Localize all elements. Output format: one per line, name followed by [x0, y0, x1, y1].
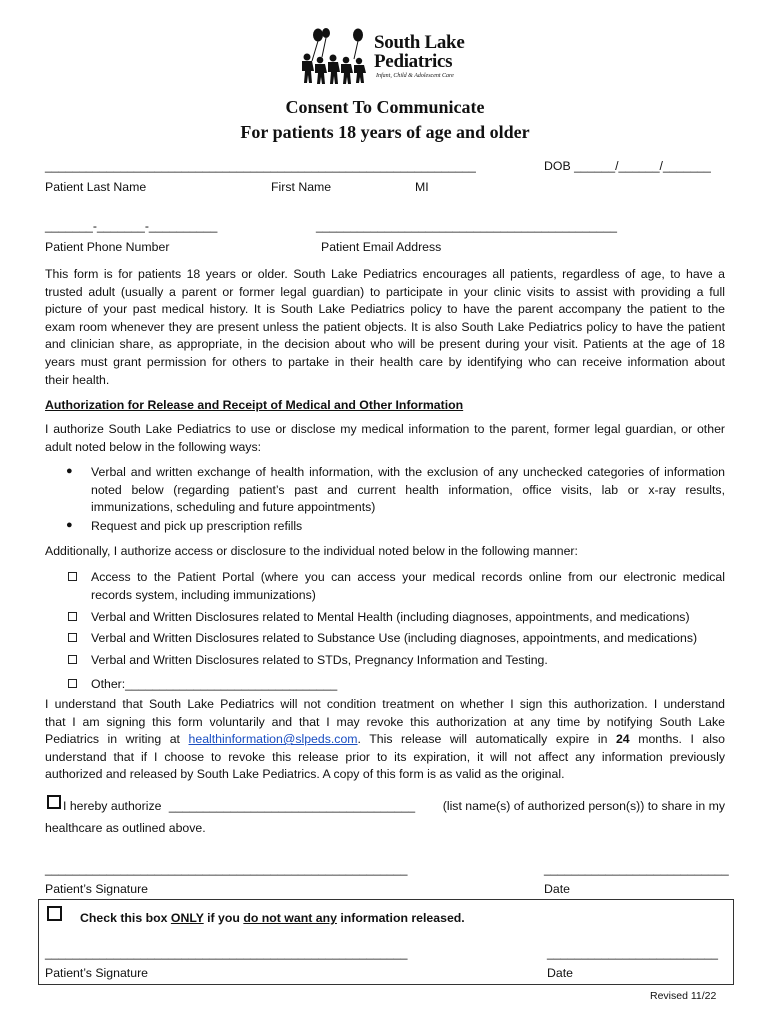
- email-line[interactable]: ____________________________________________: [316, 219, 617, 233]
- conditions-line: authorized and released by South Lake Pediatrics. A copy of this form is as valid as the original.: [45, 767, 565, 782]
- conditions-paragraph: [45, 696, 725, 784]
- option-other: [91, 676, 337, 694]
- bullet-line: noted below (regarding patient’s past and current health information, office visits, lab or x-ray results,: [91, 482, 725, 497]
- other-input-line[interactable]: _______________________________: [125, 677, 338, 691]
- option-portal: [91, 569, 725, 604]
- authorization-line: I authorize South Lake Pediatrics to use or disclose my medical information to the parent, former legal guardian, or other: [45, 422, 725, 436]
- intro-paragraph: [45, 266, 725, 389]
- intro-line: their health.: [45, 372, 110, 387]
- intro-line: trusted adult (usually a parent or former legal guardian) to participate in your clinic visits to assist with providing a full: [45, 284, 725, 299]
- conditions-line: Pediatrics in writing at healthinformation@slpeds.com. This release will automatically expire in 24 months. I also: [45, 732, 725, 747]
- optout-checkbox[interactable]: [47, 906, 62, 921]
- signature-line[interactable]: _____________________________________________________: [45, 862, 408, 876]
- intro-line: exam room whenever they are present unless the patient objects. It is also South Lake Pediatrics policy to have the patient: [45, 319, 725, 334]
- conditions-line: that I am signing this form voluntarily and that I may revoke this authorization at any time by notifying South Lake: [45, 714, 725, 729]
- bullet-line: immunizations, scheduling and future appointments): [91, 500, 376, 515]
- bullet-item-verbal-written: [91, 464, 725, 517]
- last-name-label: Patient Last Name: [45, 180, 147, 194]
- mental-health-checkbox[interactable]: [68, 612, 77, 621]
- hereby-line2: healthcare as outlined above.: [45, 821, 206, 835]
- additionally-text: Additionally, I authorize access or disclosure to the individual noted below in the following manner:: [45, 544, 578, 558]
- option-stds: Verbal and Written Disclosures related to STDs, Pregnancy Information and Testing.: [91, 653, 548, 667]
- patient-name-line[interactable]: _______________________________________________________________: [45, 159, 476, 173]
- intro-line: This form is for patients 18 years or older. South Lake Pediatrics encourages all patients, regardless of age, to have a: [45, 267, 725, 281]
- optout-signature-line[interactable]: _____________________________________________________: [45, 946, 408, 960]
- optout-date-label: Date: [547, 966, 573, 980]
- other-checkbox[interactable]: [68, 679, 77, 688]
- optout-text: Check this box ONLY if you do not want any information released.: [80, 911, 465, 925]
- bullet-line: Verbal and written exchange of health information, with the exclusion of any unchecked categories of information: [91, 465, 725, 479]
- substance-use-checkbox[interactable]: [68, 633, 77, 642]
- option-portal-line: records system, including immunizations): [91, 587, 316, 602]
- authorized-person-input[interactable]: ____________________________________: [168, 799, 416, 813]
- dob-field[interactable]: DOB ______/______/_______: [544, 159, 711, 173]
- hereby-post: (list name(s) of authorized person(s)) to share in my: [442, 799, 725, 813]
- authorization-heading: Authorization for Release and Receipt of Medical and Other Information: [45, 398, 464, 412]
- hereby-checkbox[interactable]: [47, 795, 61, 809]
- option-mental-health: Verbal and Written Disclosures related to Mental Health (including diagnoses, appointments, and medications): [91, 610, 690, 624]
- intro-line: picture of your past medical history. It is South Lake Pediatrics policy to have the parent accompany the patient to the: [45, 302, 725, 317]
- option-portal-line: Access to the Patient Portal (where you can access your medical records online from our electronic medical: [91, 570, 725, 584]
- stds-checkbox[interactable]: [68, 655, 77, 664]
- revised-date: Revised 11/22: [650, 990, 717, 1002]
- title-line2: For patients 18 years of age and older: [240, 122, 530, 142]
- intro-line: and clinician share, as appropriate, in the decision about who will be present during your visit. Patients at the age of 18: [45, 337, 725, 352]
- bullet-icon: ●: [66, 465, 73, 477]
- other-label: Other:: [91, 677, 126, 691]
- optout-signature-label: Patient’s Signature: [45, 966, 148, 980]
- mi-label: MI: [415, 180, 429, 194]
- authorization-intro: [45, 421, 725, 456]
- signature-date-label: Date: [544, 882, 570, 896]
- option-substance-use: Verbal and Written Disclosures related to Substance Use (including diagnoses, appointments, and medications): [91, 631, 698, 645]
- hereby-pre: I hereby authorize: [63, 799, 162, 813]
- expiry-months: 24: [615, 732, 630, 747]
- signature-label: Patient’s Signature: [45, 882, 148, 896]
- logo-line1: South Lake: [374, 32, 465, 53]
- conditions-line: I understand that South Lake Pediatrics will not condition treatment on whether I sign this authorization. I understand: [45, 697, 725, 711]
- signature-date-line[interactable]: ___________________________: [544, 862, 729, 876]
- title-line1: Consent To Communicate: [285, 97, 485, 117]
- email-link[interactable]: healthinformation@slpeds.com: [188, 732, 358, 747]
- logo: [296, 27, 476, 87]
- phone-label: Patient Phone Number: [45, 240, 170, 254]
- logo-line2: Pediatrics: [374, 51, 453, 72]
- bullet-item-refills: Request and pick up prescription refills: [91, 519, 303, 533]
- first-name-label: First Name: [271, 180, 332, 194]
- bullet-icon: ●: [66, 519, 73, 531]
- portal-checkbox[interactable]: [68, 572, 77, 581]
- email-label: Patient Email Address: [321, 240, 442, 254]
- children-balloons-logo-icon: [296, 27, 374, 87]
- intro-line: years must grant permission for others to partake in their health care by identifying who can receive information about: [45, 354, 725, 369]
- phone-line[interactable]: _______-_______-__________: [45, 219, 218, 233]
- hereby-line: [63, 798, 725, 816]
- conditions-line: understand that if I choose to revoke this release prior to its expiration, it will not affect any information previously: [45, 749, 725, 764]
- logo-tagline: Infant, Child & Adolescent Care: [376, 73, 454, 79]
- optout-date-line[interactable]: _________________________: [547, 946, 718, 960]
- authorization-line: adult noted below in the following ways:: [45, 439, 262, 454]
- only-emphasis: ONLY: [170, 911, 204, 925]
- not-any-emphasis: do not want any: [243, 911, 337, 925]
